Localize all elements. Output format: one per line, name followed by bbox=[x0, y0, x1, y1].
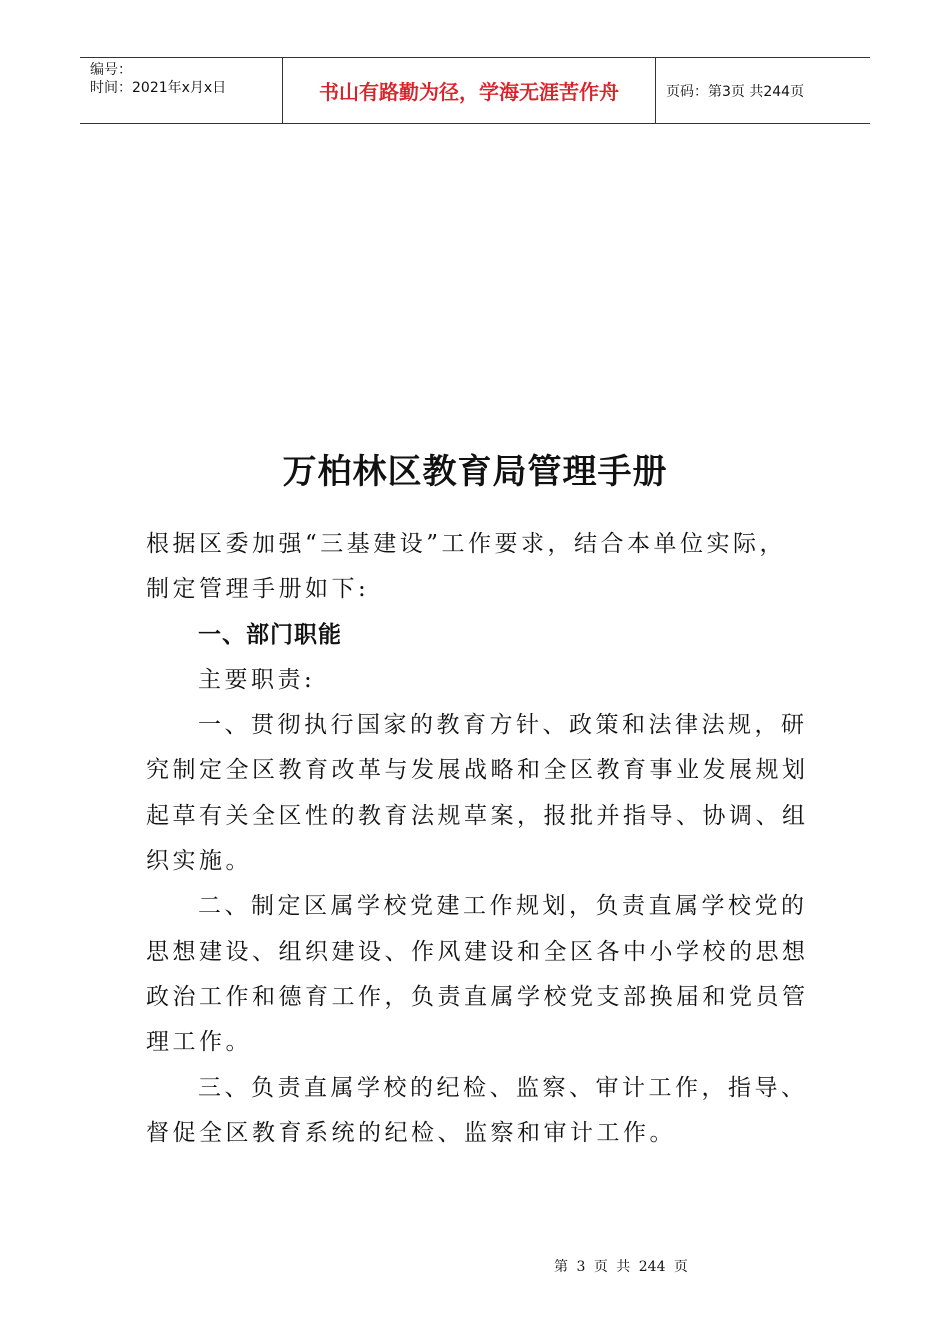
document-title: 万柏林区教育局管理手册 bbox=[282, 452, 668, 492]
page-header bbox=[80, 57, 870, 124]
serial-number-label: 编号： bbox=[90, 62, 132, 78]
time-label: 时间：2021年x月x日 bbox=[90, 80, 227, 96]
responsibility-item: 三、负责直属学校的纪检、监察、审计工作，指导、督促全区教育系统的纪检、监察和审计工作。 bbox=[146, 1074, 808, 1146]
page-footer: 第 3 页 共 244 页 bbox=[554, 1259, 688, 1275]
header-motto-cell bbox=[282, 58, 656, 123]
section-heading: 一、部门职能 bbox=[198, 621, 342, 648]
document-body bbox=[146, 522, 810, 1156]
responsibility-item: 一、贯彻执行国家的教育方针、政策和法律法规，研究制定全区教育改革与发展战略和全区教育事业发展规划起草有关全区性的教育法规草案，报批并指导、协调、组织实施。 bbox=[146, 712, 809, 875]
header-page-info: 页码：第3页 共244页 bbox=[666, 84, 805, 100]
header-meta-cell bbox=[80, 58, 282, 123]
intro-paragraph: 根据区委加强“三基建设”工作要求，结合本单位实际，制定管理手册如下: bbox=[146, 531, 787, 603]
responsibilities-label: 主要职责: bbox=[198, 666, 316, 693]
responsibility-item: 二、制定区属学校党建工作规划，负责直属学校党的思想建设、组织建设、作风建设和全区各中小学校的思想政治工作和德育工作，负责直属学校党支部换届和党员管理工作。 bbox=[146, 893, 809, 1056]
header-page-cell bbox=[656, 58, 870, 123]
header-motto: 书山有路勤为径，学海无涯苦作舟 bbox=[319, 80, 619, 104]
